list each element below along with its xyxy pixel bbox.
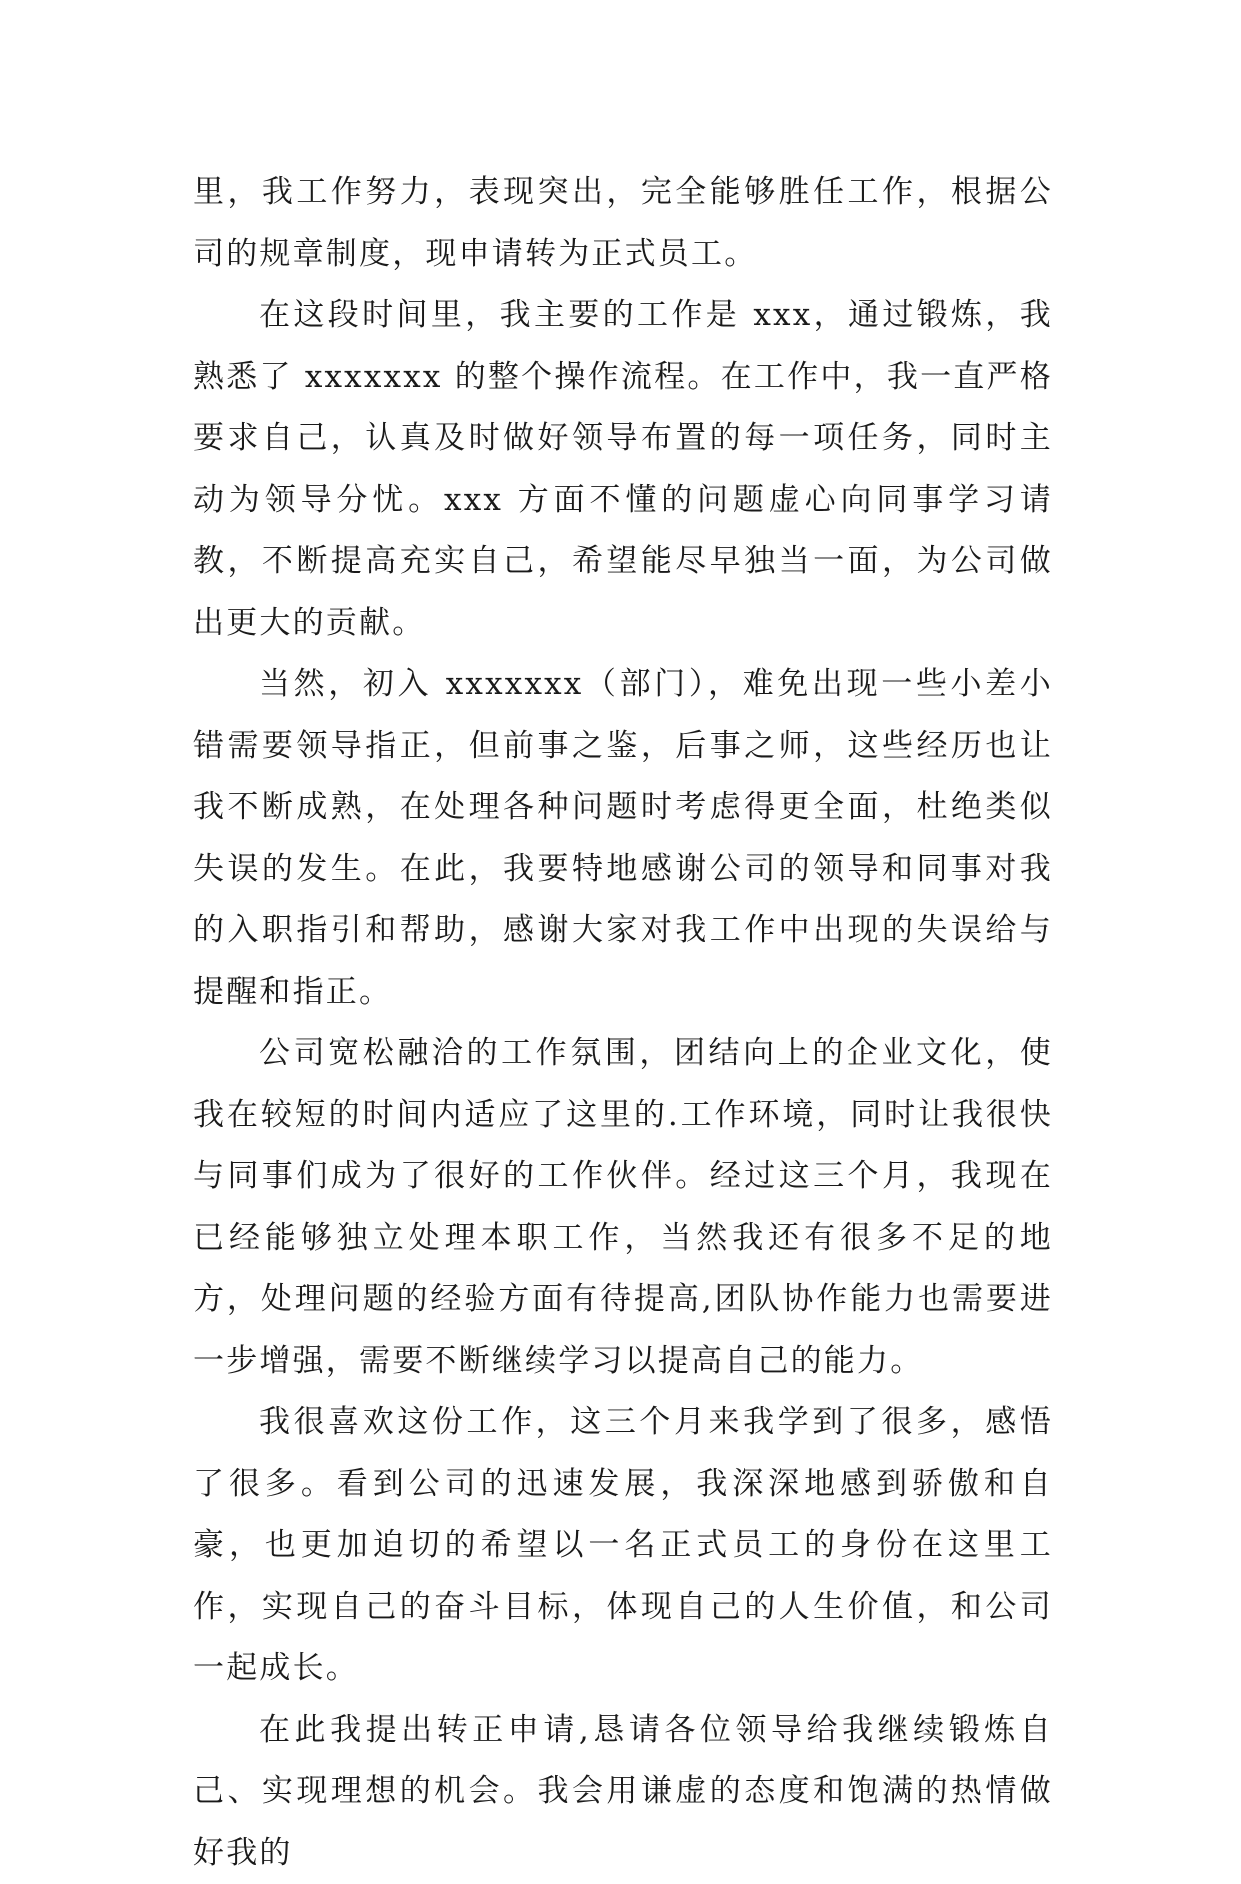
- paragraph-work-duties: 在这段时间里，我主要的工作是 xxx，通过锻炼，我熟悉了 xxxxxxx 的整个操作流程。在工作中，我一直严格要求自己，认真及时做好领导布置的每一项任务，同时主动为领导分忧。xxx 方面不懂的问题虚心向同事学习请教，不断提高充实自己，希望能尽早独当一面，为公司做出更大的贡献。: [193, 285, 1053, 654]
- paragraph-mistakes-thanks: 当然，初入 xxxxxxx（部门），难免出现一些小差小错需要领导指正，但前事之鉴，后事之师，这些经历也让我不断成熟，在处理各种问题时考虑得更全面，杜绝类似失误的发生。在此，我要特地感谢公司的领导和同事对我的入职指引和帮助，感谢大家对我工作中出现的失误给与提醒和指正。: [193, 654, 1053, 1023]
- paragraph-enjoy-work: 我很喜欢这份工作，这三个月来我学到了很多，感悟了很多。看到公司的迅速发展，我深深地感到骄傲和自豪，也更加迫切的希望以一名正式员工的身份在这里工作，实现自己的奋斗目标，体现自己的人生价值，和公司一起成长。: [193, 1392, 1053, 1700]
- paragraph-continuation: 里，我工作努力，表现突出，完全能够胜任工作，根据公司的规章制度，现申请转为正式员工。: [193, 162, 1053, 285]
- paragraph-company-culture: 公司宽松融洽的工作氛围，团结向上的企业文化，使我在较短的时间内适应了这里的.工作环境，同时让我很快与同事们成为了很好的工作伙伴。经过这三个月，我现在已经能够独立处理本职工作，当然我还有很多不足的地方，处理问题的经验方面有待提高,团队协作能力也需要进一步增强，需要不断继续学习以提高自己的能力。: [193, 1023, 1053, 1392]
- paragraph-application: 在此我提出转正申请,恳请各位领导给我继续锻炼自己、实现理想的机会。我会用谦虚的态度和饱满的热情做好我的: [193, 1700, 1053, 1884]
- document-body: [193, 162, 1053, 1884]
